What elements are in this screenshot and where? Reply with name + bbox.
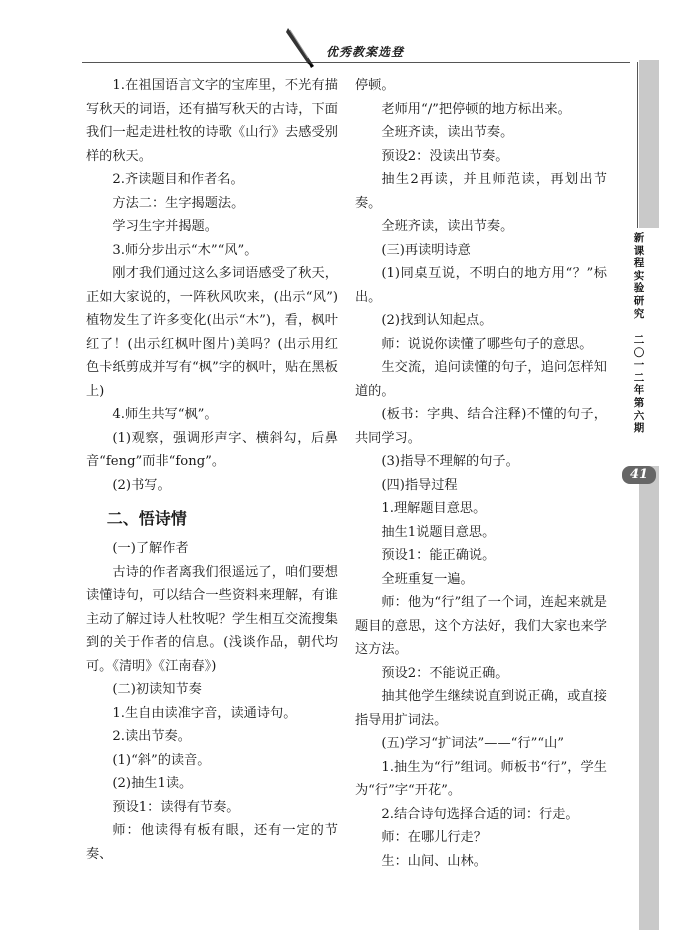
paragraph: 2.读出节奏。 [112,729,191,744]
paragraph: (2)找到认知起点。 [381,313,493,328]
paragraph: 师：在哪儿行走？ [381,830,487,845]
paragraph: (板书：字典、结合注释)不懂的句子，共同学习。 [355,407,607,446]
paragraph: 抽生1说题目意思。 [381,524,496,540]
paragraph: 预设2：没读出节奏。 [381,148,509,164]
paragraph: (三)再读明诗意 [381,242,471,258]
paragraph: 全班重复一遍。 [381,571,474,587]
paragraph: 2.结合诗句选择合适的词：行走。 [381,806,579,822]
side-band [639,60,659,930]
paragraph: 抽生2再读，并且师范读，再划出节奏。 [355,172,607,211]
paragraph: 1.抽生为“行”组词。师板书“行”，学生为“行”字“开花”。 [355,759,607,798]
paragraph: (四)指导过程 [381,477,458,493]
side-rule [637,62,638,232]
paragraph: 2.齐读题目和作者名。 [112,172,244,187]
paragraph: 1.生自由读准字音，读通诗句。 [112,705,297,721]
page-number: 41 [622,466,656,484]
paragraph: 生：山间、山林。 [381,853,487,869]
paragraph: 全班齐读，读出节奏。 [381,125,514,140]
paragraph: (五)学习“扩词法”——“行”“山” [381,736,565,751]
paragraph: 生交流，追问读懂的句子，追问怎样知道的。 [355,360,607,399]
paragraph: 全班齐读，读出节奏。 [381,219,514,234]
paragraph: 预设2：不能说正确。 [381,665,509,681]
paragraph: (一)了解作者 [112,541,189,556]
paragraph: (1)“斜”的读音。 [112,752,211,768]
paragraph: 抽其他学生继续说直到说正确，或直接指导用扩词法。 [355,689,607,728]
paragraph: 老师用“/”把停顿的地方标出来。 [381,101,571,117]
paragraph: 方法二：生字揭题法。 [112,195,245,211]
paragraph: 预设1：能正确说。 [381,548,496,563]
paragraph: 1.理解题目意思。 [381,501,487,516]
paragraph: (1)同桌互说，不明白的地方用“？”标出。 [355,266,607,305]
paragraph: 学习生字并揭题。 [112,219,218,234]
paragraph: (1)观察，强调形声字、横斜勾，后鼻音“feng”而非“fong”。 [86,430,338,469]
paragraph: (2)抽生1读。 [112,776,193,791]
paragraph: 师：他读得有板有眼，还有一定的节奏、 [86,823,338,862]
paragraph: 停顿。 [355,78,395,93]
issue-label: 二 〇 一 二 年 第 六 期 [633,334,645,435]
header-rule [82,62,630,63]
paragraph: (3)指导不理解的句子。 [381,454,519,469]
paragraph: 3.师分步出示“木”“风”。 [112,242,258,258]
paragraph: 师：说说你读懂了哪些句子的意思。 [381,336,593,352]
right-column [355,74,607,873]
paragraph: 预设1：读得有节奏。 [112,799,240,815]
page-header [0,0,680,70]
paragraph: 4.师生共写“枫”。 [112,407,218,422]
paragraph: (二)初读知节奏 [112,682,202,697]
paragraph: 1.在祖国语言文字的宝库里，不光有描写秋天的词语，还有描写秋天的古诗，下面我们一起走进杜牧的诗歌《山行》去感受别样的秋天。 [86,78,338,164]
paragraph: 师：他为“行”组了一个词，连起来就是题目的意思，这个方法好，我们大家也来学这方法。 [355,595,607,657]
paragraph: (2)书写。 [112,477,171,493]
section-heading: 二、悟诗情 [106,509,187,528]
journal-name: 新 课 程 实 验 研 究 [633,232,645,320]
pen-icon [284,26,318,70]
paragraph: 古诗的作者离我们很遥远了，咱们要想读懂诗句，可以结合一些资料来理解，有谁主动了解过诗人杜牧呢？学生相互交流搜集到的关于作者的信息。(浅谈作品，朝代均可。《清明》《江南春》) [86,564,338,674]
header-title: 优秀教案选登 [322,43,408,60]
paragraph: 刚才我们通过这么多词语感受了秋天，正如大家说的，一阵秋风吹来，(出示“风”)植物发生了许多变化(出示“木”)，看，枫叶红了！(出示红枫叶图片)美吗？(出示用红色卡纸剪成并写有“枫”字的枫叶，贴在黑板上) [86,266,338,399]
left-column [86,74,338,866]
